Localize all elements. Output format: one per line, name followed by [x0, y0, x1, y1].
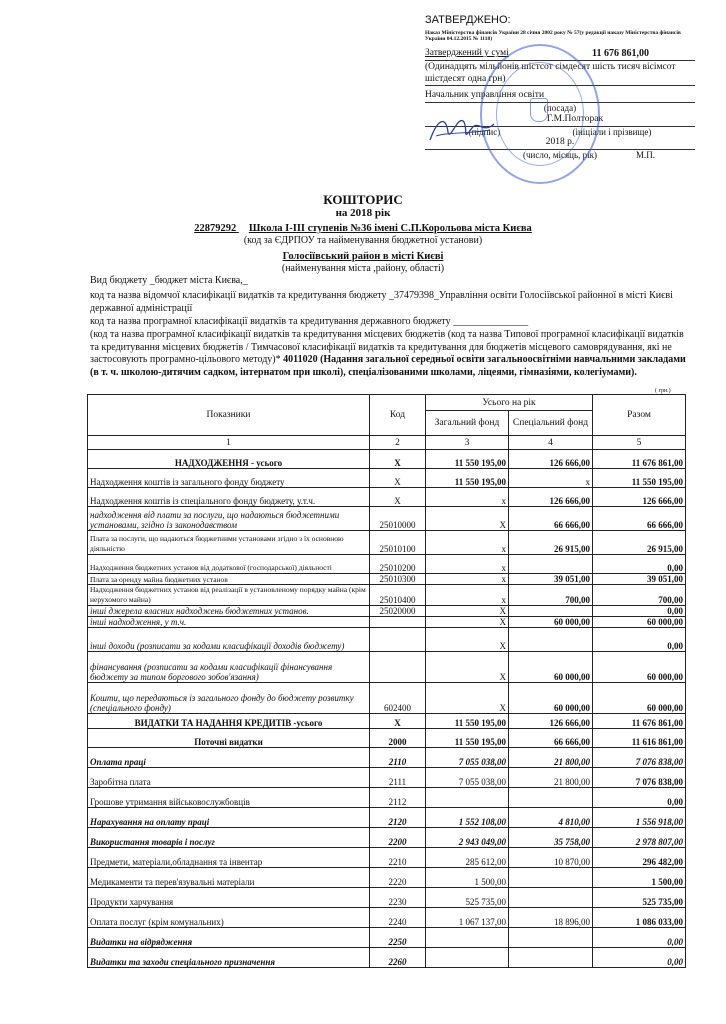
currency-note: ( грн.)	[655, 388, 671, 394]
row-total: 11 616 861,00	[593, 729, 686, 748]
table-row	[88, 469, 686, 488]
amount-words-2: шістдесят одна грн)	[425, 73, 695, 86]
kpk-local-value: 4011020 (Надання загальної середньої освіти загальноосвітніми навчальними закладами (в т. ч. школою-дитячим садком, інтернатом при школі), спеціалізованими школами, ліцеями, гімназіями, колегіумами).	[90, 354, 686, 378]
row-label: Грошове утримання військовослужбовців	[88, 788, 370, 808]
row-code: 2200	[370, 828, 426, 848]
col-number-1: 1	[88, 436, 370, 450]
row-code: X	[370, 450, 426, 469]
row-label: Надходження коштів із загального фонду бюджету	[88, 469, 370, 488]
row-special-fund: 126 666,00	[509, 488, 593, 507]
row-label: Нарахування на оплату праці	[88, 808, 370, 828]
row-general-fund: 2 943 049,00	[426, 828, 509, 848]
table-row	[88, 888, 686, 908]
row-general-fund: x	[426, 574, 509, 585]
row-total: 66 666,00	[593, 507, 686, 531]
row-general-fund: 11 550 195,00	[426, 450, 509, 469]
row-code	[370, 617, 426, 628]
table-row	[88, 507, 686, 531]
row-code: 2210	[370, 848, 426, 868]
row-label: Видатки та заходи спеціального призначення	[88, 948, 370, 968]
row-code	[370, 652, 426, 683]
table-row	[88, 585, 686, 606]
row-code: X	[370, 469, 426, 488]
header-sum: Разом	[593, 395, 686, 436]
year-line: 2018 р.	[425, 137, 695, 150]
row-general-fund: X	[426, 606, 509, 617]
row-code: 2111	[370, 768, 426, 788]
row-label: Використання товарів і послуг	[88, 828, 370, 848]
row-code: 25010300	[370, 574, 426, 585]
stamp-place: М.П.	[635, 149, 655, 160]
table-row	[88, 488, 686, 507]
row-code: 25010400	[370, 585, 426, 606]
row-total: 60 000,00	[593, 652, 686, 683]
row-code: 2260	[370, 948, 426, 968]
row-code: 2250	[370, 928, 426, 948]
official-seal	[480, 44, 600, 184]
table-row	[88, 628, 686, 652]
row-total: 39 051,00	[593, 574, 686, 585]
row-code: 25010000	[370, 507, 426, 531]
row-special-fund: 60 000,00	[509, 652, 593, 683]
row-label: Оплата послуг (крім комунальних)	[88, 908, 370, 928]
table-row	[88, 768, 686, 788]
table-row	[88, 714, 686, 729]
row-general-fund: 7 055 038,00	[426, 768, 509, 788]
document-title: КОШТОРИС	[323, 192, 403, 207]
row-total: 0,00	[593, 788, 686, 808]
row-special-fund	[509, 606, 593, 617]
row-label: надходження від плати за послуги, що надаються бюджетними установами, згідно із законодавством	[88, 507, 370, 531]
row-label: Надходження бюджетних установ від реалізації в установленому порядку майна (крім нерухомого майна)	[88, 585, 370, 606]
estimate-table	[87, 394, 686, 968]
kpk-local-prefix: (код та назва програмної класифікації видатків та кредитування місцевих бюджетів (код та назва Типової програмної класифікації видатків та кредитування місцевих бюджетів / Тимчасової класифікації видатків та кредитування для бюджетів місцевого самоврядування, які не застосовують програмно-цільового методу)*	[90, 329, 684, 365]
estimate-body	[88, 450, 686, 968]
row-label: Надходження коштів із спеціального фонду бюджету, у.т.ч.	[88, 488, 370, 507]
row-total: 7 076 838,00	[593, 748, 686, 768]
signature-icon	[428, 112, 498, 146]
header-general-fund: Загальний фонд	[426, 411, 509, 436]
row-special-fund: 26 915,00	[509, 531, 593, 555]
table-row	[88, 948, 686, 968]
col-number-3: 3	[426, 436, 509, 450]
document-year: на 2018 рік	[335, 207, 391, 219]
table-row	[88, 683, 686, 714]
row-special-fund: 66 666,00	[509, 729, 593, 748]
org-name: Школа І-ІІІ ступенів №36 імені С.П.Корольова міста Києва	[248, 223, 532, 234]
row-code: 2220	[370, 868, 426, 888]
row-special-fund: 4 810,00	[509, 808, 593, 828]
row-label: Медикаменти та перев'язувальні матеріали	[88, 868, 370, 888]
row-special-fund: 126 666,00	[509, 714, 593, 729]
col-number-5: 5	[593, 436, 686, 450]
row-special-fund	[509, 788, 593, 808]
row-special-fund	[509, 948, 593, 968]
row-special-fund	[509, 868, 593, 888]
row-general-fund: x	[426, 531, 509, 555]
budget-type: Вид бюджету _бюджет міста Києва,_	[90, 275, 248, 286]
row-general-fund: 285 612,00	[426, 848, 509, 868]
row-total: 0,00	[593, 628, 686, 652]
row-total: 0,00	[593, 555, 686, 574]
table-row	[88, 808, 686, 828]
row-special-fund: 700,00	[509, 585, 593, 606]
row-label: Предмети, матеріали,обладнання та інвентар	[88, 848, 370, 868]
table-row	[88, 617, 686, 628]
row-general-fund: x	[426, 585, 509, 606]
row-total: 296 482,00	[593, 848, 686, 868]
row-code	[370, 628, 426, 652]
signature-caption: (підпис)	[468, 126, 501, 137]
table-row	[88, 788, 686, 808]
row-total: 60 000,00	[593, 683, 686, 714]
position-caption: (посада)	[543, 103, 577, 114]
row-general-fund	[426, 788, 509, 808]
row-label: Плата за оренду майна бюджетних установ	[88, 574, 370, 585]
approved-amount: 11 676 861,00	[592, 48, 649, 60]
row-code: 2230	[370, 888, 426, 908]
row-label: Оплата праці	[88, 748, 370, 768]
row-label: інші доходи (розписати за кодами класифікації доходів бюджету)	[88, 628, 370, 652]
row-total: 11 550 195,00	[593, 469, 686, 488]
table-row	[88, 450, 686, 469]
row-special-fund: 60 000,00	[509, 617, 593, 628]
row-total: 1 500,00	[593, 868, 686, 888]
kpk-local	[90, 329, 686, 379]
kvk-line: код та назва відомчої класифікації видатків та кредитування бюджету _37479398_Управління освіти Голосіївської районної в місті Києві державної адміністрації	[90, 290, 673, 314]
table-row	[88, 828, 686, 848]
header-indicators: Показники	[88, 395, 370, 436]
row-general-fund: X	[426, 652, 509, 683]
table-row	[88, 606, 686, 617]
row-label: НАДХОДЖЕННЯ - усього	[88, 450, 370, 469]
org-line	[0, 223, 726, 234]
row-general-fund	[426, 928, 509, 948]
row-special-fund	[509, 888, 593, 908]
table-number-row	[88, 436, 686, 450]
row-label: Поточні видатки	[88, 729, 370, 748]
row-total: 126 666,00	[593, 488, 686, 507]
row-code: X	[370, 714, 426, 729]
header-total-year: Усього на рік	[426, 395, 593, 411]
header-special-fund: Спеціальний фонд	[509, 411, 593, 436]
table-row	[88, 928, 686, 948]
row-total: 11 676 861,00	[593, 450, 686, 469]
approved-label: Затверджений у сумі	[425, 48, 509, 59]
row-code: 25010100	[370, 531, 426, 555]
row-general-fund: 11 550 195,00	[426, 729, 509, 748]
row-total: 0,00	[593, 948, 686, 968]
table-row	[88, 748, 686, 768]
row-general-fund: x	[426, 555, 509, 574]
head-position: Начальник управління освіти	[425, 90, 695, 103]
kpk-state-line: код та назва програмної класифікації видатків та кредитування державного бюджету _______________	[90, 316, 529, 327]
amount-words-1: (Одинадцять мільйонів шістсот сімдесят шість тисяч вісімсот	[425, 62, 676, 73]
row-label: ВИДАТКИ ТА НАДАННЯ КРЕДИТІВ -усього	[88, 714, 370, 729]
row-special-fund: 60 000,00	[509, 683, 593, 714]
row-general-fund: X	[426, 617, 509, 628]
row-special-fund: 10 870,00	[509, 848, 593, 868]
row-total: 2 978 807,00	[593, 828, 686, 848]
row-special-fund	[509, 555, 593, 574]
col-number-4: 4	[509, 436, 593, 450]
table-row	[88, 574, 686, 585]
row-special-fund	[509, 628, 593, 652]
row-total: 1 086 033,00	[593, 908, 686, 928]
row-general-fund: X	[426, 683, 509, 714]
head-name: Г.М.Полторак	[546, 113, 604, 124]
row-code: 2110	[370, 748, 426, 768]
table-row	[88, 729, 686, 748]
row-general-fund: 11 550 195,00	[426, 714, 509, 729]
row-general-fund: 1 067 137,00	[426, 908, 509, 928]
row-general-fund: 7 055 038,00	[426, 748, 509, 768]
row-general-fund: 1 552 108,00	[426, 808, 509, 828]
row-total: 0,00	[593, 928, 686, 948]
col-number-2: 2	[370, 436, 426, 450]
row-code: 2240	[370, 908, 426, 928]
row-special-fund	[509, 928, 593, 948]
row-general-fund: x	[426, 488, 509, 507]
row-label: фінансування (розписати за кодами класифікації фінансування бюджету за типом боргового зобов'язання)	[88, 652, 370, 683]
row-special-fund: 39 051,00	[509, 574, 593, 585]
row-special-fund: 66 666,00	[509, 507, 593, 531]
row-label: Заробітна плата	[88, 768, 370, 788]
table-row	[88, 908, 686, 928]
row-special-fund: 126 666,00	[509, 450, 593, 469]
row-label: Кошти, що передаються із загального фонду до бюджету розвитку (спеціального фонду)	[88, 683, 370, 714]
row-code: 602400	[370, 683, 426, 714]
row-special-fund: 21 800,00	[509, 768, 593, 788]
row-general-fund: X	[426, 628, 509, 652]
row-total: 525 735,00	[593, 888, 686, 908]
row-total: 700,00	[593, 585, 686, 606]
row-label: інші джерела власних надходжень бюджетних установ.	[88, 606, 370, 617]
order-note: Наказ Міністерства фінансів України 28 січня 2002 року № 57(у редакції наказу Міністерства фінансів України 04.12.2015 № 1118)	[425, 29, 681, 42]
row-label: Плата за послуги, що надаються бюджетними установами згідно з їх основною діяльністю	[88, 531, 370, 555]
approval-header: ЗАТВЕРДЖЕНО:	[425, 14, 511, 26]
org-code: 22879292	[194, 223, 237, 234]
row-total: 7 076 838,00	[593, 768, 686, 788]
row-special-fund: x	[509, 469, 593, 488]
row-total: 11 676 861,00	[593, 714, 686, 729]
row-code: 2000	[370, 729, 426, 748]
district-caption: (найменування міста ,району, області)	[281, 263, 445, 274]
row-code: 25020000	[370, 606, 426, 617]
row-label: Надходження бюджетних установ від додаткової (господарської) діяльності	[88, 555, 370, 574]
row-general-fund: X	[426, 507, 509, 531]
row-special-fund: 18 896,00	[509, 908, 593, 928]
table-row	[88, 555, 686, 574]
row-code: X	[370, 488, 426, 507]
table-header-row	[88, 395, 686, 411]
initials-caption: (ініціали і прізвище)	[572, 126, 652, 137]
row-code: 2112	[370, 788, 426, 808]
row-total: 60 000,00	[593, 617, 686, 628]
header-code: Код	[370, 395, 426, 436]
row-label: Продукти харчування	[88, 888, 370, 908]
row-special-fund: 35 758,00	[509, 828, 593, 848]
row-total: 0,00	[593, 606, 686, 617]
row-label: інші надходження, у т.ч.	[88, 617, 370, 628]
org-caption: (код за ЄДРПОУ та найменування бюджетної установи)	[243, 235, 483, 246]
row-general-fund	[426, 948, 509, 968]
table-row	[88, 652, 686, 683]
row-special-fund: 21 800,00	[509, 748, 593, 768]
row-code: 2120	[370, 808, 426, 828]
row-general-fund: 1 500,00	[426, 868, 509, 888]
row-code: 25010200	[370, 555, 426, 574]
date-caption: (число, місяць, рік)	[523, 149, 597, 160]
row-label: Видатки на відрядження	[88, 928, 370, 948]
row-general-fund: 525 735,00	[426, 888, 509, 908]
table-row	[88, 531, 686, 555]
district-name: Голосіївський район в місті Києві	[282, 251, 444, 262]
row-general-fund: 11 550 195,00	[426, 469, 509, 488]
row-total: 1 556 918,00	[593, 808, 686, 828]
row-total: 26 915,00	[593, 531, 686, 555]
table-row	[88, 868, 686, 888]
coat-of-arms-icon	[530, 98, 548, 122]
table-row	[88, 848, 686, 868]
